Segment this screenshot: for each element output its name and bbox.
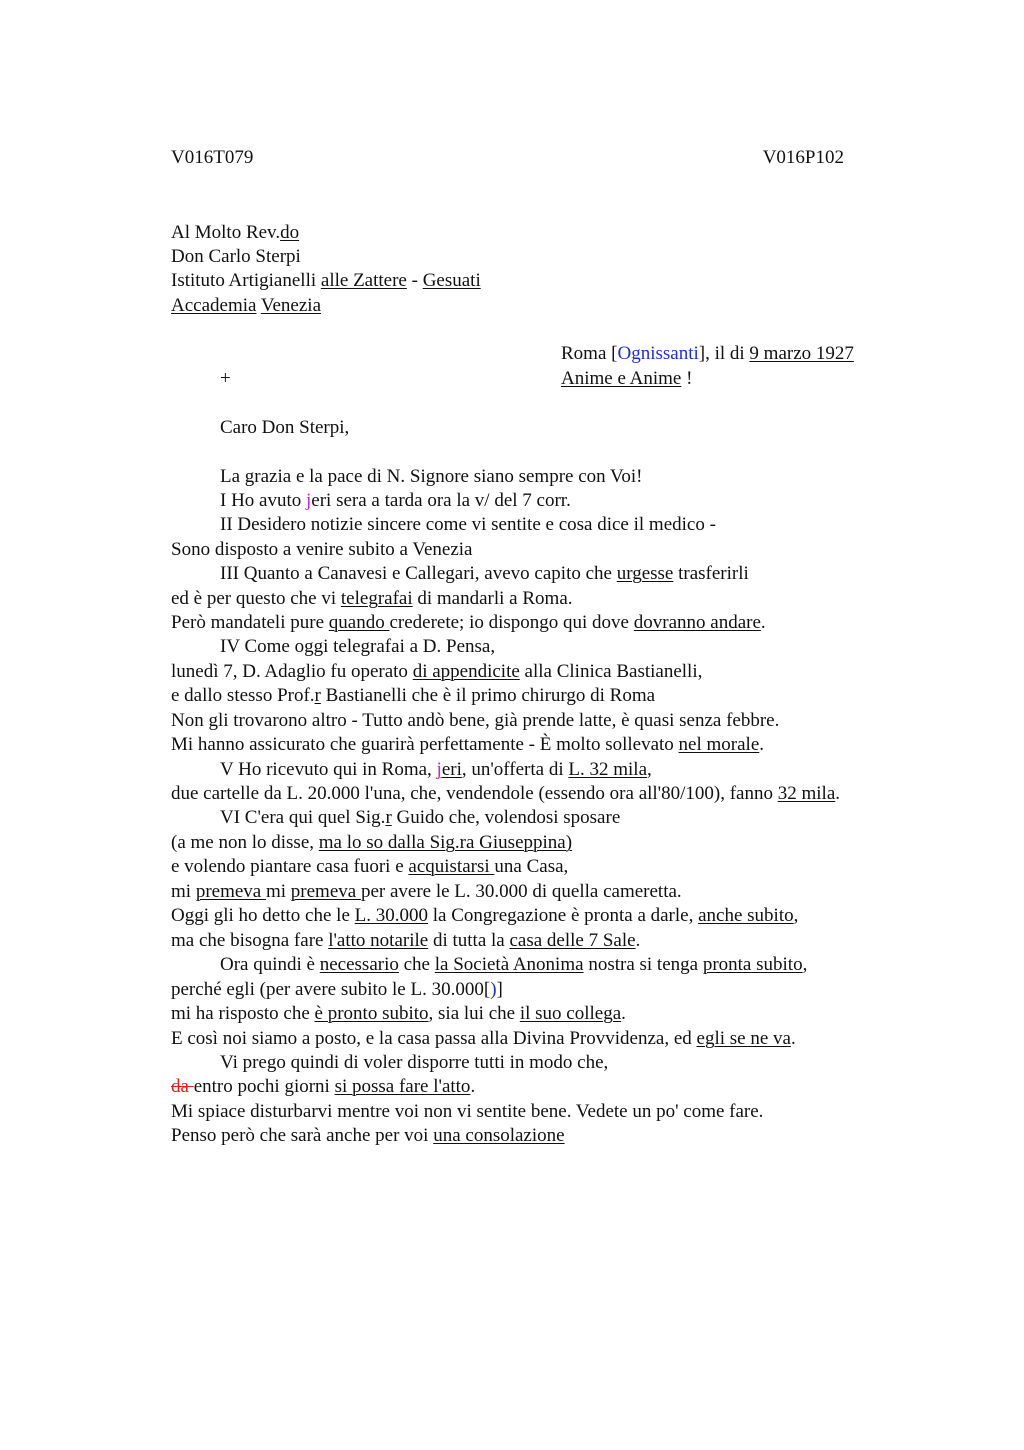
body-line: ma che bisogna fare l'atto notarile di tutta la casa delle 7 Sale. [171, 930, 641, 951]
code-right: V016P102 [762, 147, 844, 168]
body-line: da entro pochi giorni si possa fare l'atto. [171, 1076, 476, 1097]
body-line: mi premeva mi premeva per avere le L. 30.000 di quella cameretta. [171, 881, 682, 902]
body-line: E così noi siamo a posto, e la casa passa alla Divina Provvidenza, ed egli se ne va. [171, 1028, 796, 1049]
address-line-4: Accademia Venezia [171, 295, 322, 316]
salutation: Caro Don Sterpi, [220, 417, 350, 438]
body-line: Ora quindi è necessario che la Società Anonima nostra si tenga pronta subito, [220, 954, 808, 975]
body-line: (a me non lo disse, ma lo so dalla Sig.ra Giuseppina) [171, 832, 573, 853]
struck-text: da [171, 1076, 194, 1097]
body-line: VI C'era qui quel Sig.r Guido che, volendosi sposare [220, 807, 621, 828]
body-line: Mi hanno assicurato che guarirà perfettamente - È molto sollevato nel morale. [171, 734, 765, 755]
body-line: Però mandateli pure quando crederete; io dispongo qui dove dovranno andare. [171, 612, 766, 633]
address-line-3: Istituto Artigianelli alle Zattere - Gesuati [171, 270, 481, 291]
cross-mark: + [220, 368, 231, 389]
body-line: II Desidero notizie sincere come vi sentite e cosa dice il medico - [220, 514, 716, 535]
body-line: Sono disposto a venire subito a Venezia [171, 539, 473, 560]
body-line: mi ha risposto che è pronto subito, sia lui che il suo collega. [171, 1003, 626, 1024]
body-line: perché egli (per avere subito le L. 30.000[)] [171, 979, 503, 1000]
body-line: Penso però che sarà anche per voi una consolazione [171, 1125, 565, 1146]
body-line: III Quanto a Canavesi e Callegari, avevo capito che urgesse trasferirli [220, 563, 749, 584]
body-line: Vi prego quindi di voler disporre tutti in modo che, [220, 1052, 609, 1073]
body-line: IV Come oggi telegrafai a D. Pensa, [220, 636, 496, 657]
body-line: Non gli trovarono altro - Tutto andò bene, già prende latte, è quasi senza febbre. [171, 710, 780, 731]
body-line: e dallo stesso Prof.r Bastianelli che è il primo chirurgo di Roma [171, 685, 656, 706]
body-line: lunedì 7, D. Adaglio fu operato di appendicite alla Clinica Bastianelli, [171, 661, 703, 682]
code-left: V016T079 [171, 147, 254, 168]
motto: Anime e Anime ! [561, 368, 693, 389]
address-line-2: Don Carlo Sterpi [171, 246, 301, 267]
dateline: Roma [Ognissanti], il di 9 marzo 1927 [561, 343, 854, 364]
body-line: due cartelle da L. 20.000 l'una, che, vendendole (essendo ora all'80/100), fanno 32 mila. [171, 783, 841, 804]
body-line: ed è per questo che vi telegrafai di mandarli a Roma. [171, 588, 573, 609]
document-codes [171, 146, 844, 170]
body-line: V Ho ricevuto qui in Roma, jeri, un'offerta di L. 32 mila, [220, 759, 652, 780]
body-line: I Ho avuto jeri sera a tarda ora la v/ del 7 corr. [220, 490, 571, 511]
body-line: La grazia e la pace di N. Signore siano sempre con Voi! [220, 466, 643, 487]
address-line-1: Al Molto Rev.do [171, 222, 300, 243]
body-line: e volendo piantare casa fuori e acquistarsi una Casa, [171, 856, 569, 877]
body-line: Mi spiace disturbarvi mentre voi non vi sentite bene. Vedete un po' come fare. [171, 1101, 764, 1122]
body-line: Oggi gli ho detto che le L. 30.000 la Congregazione è pronta a darle, anche subito, [171, 905, 799, 926]
